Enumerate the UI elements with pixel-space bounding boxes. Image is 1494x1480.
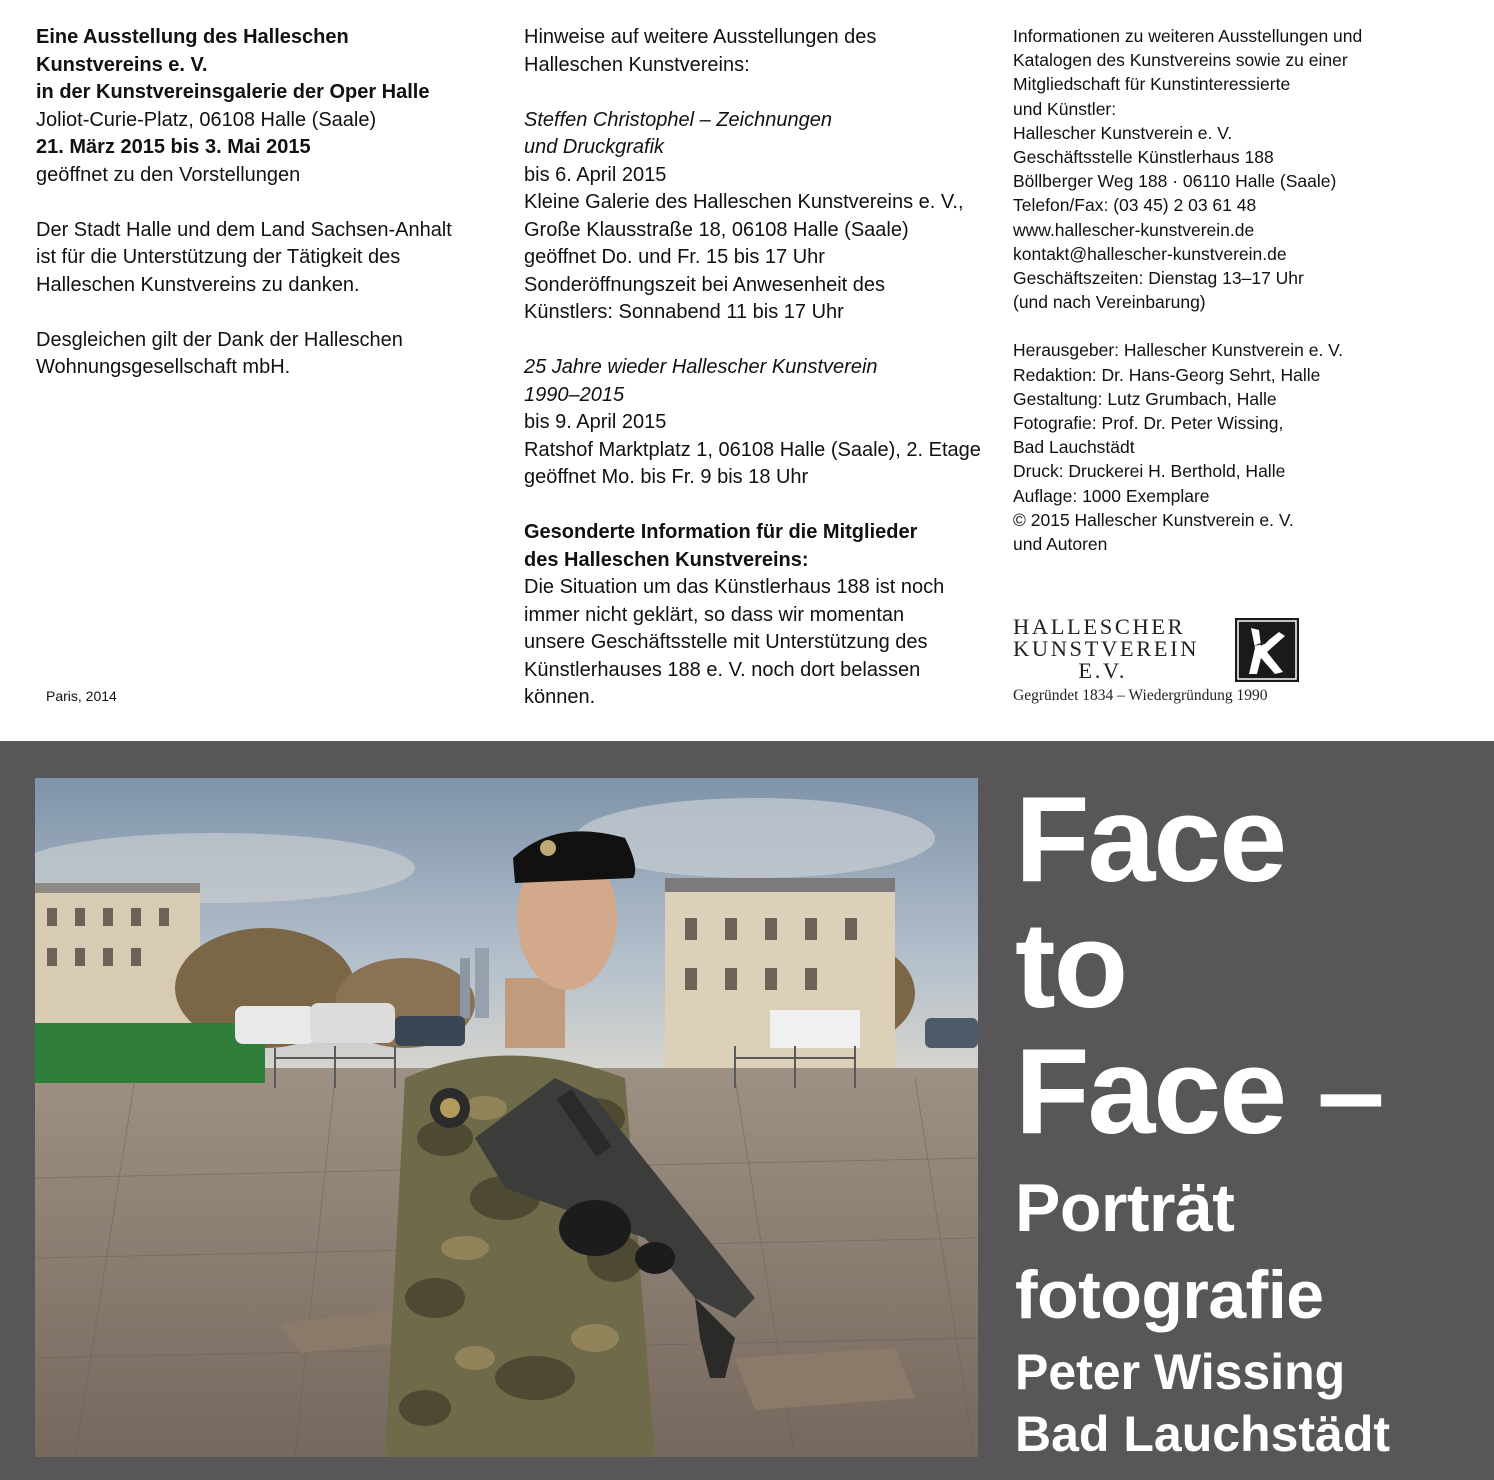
imprint-line: Druck: Druckerei H. Berthold, Halle <box>1013 461 1286 482</box>
exhibition-heading-line: Kunstvereins e. V. <box>36 53 208 76</box>
contact-line: Geschäftsstelle Künstlerhaus 188 <box>1013 147 1274 168</box>
intro-line: Halleschen Kunstvereins: <box>524 53 750 76</box>
imprint-line: und Autoren <box>1013 534 1108 555</box>
exhibition-detail: Große Klausstraße 18, 06108 Halle (Saale) <box>524 218 909 241</box>
imprint-line: Herausgeber: Hallescher Kunstverein e. V. <box>1013 340 1344 361</box>
artist-name: Peter Wissing <box>1015 1344 1346 1400</box>
title-line: to <box>1015 897 1127 1033</box>
members-detail: Künstlerhauses 188 e. V. noch dort belassen <box>524 658 921 681</box>
contact-line: Hallescher Kunstverein e. V. <box>1013 122 1233 143</box>
exhibition-address: Joliot-Curie-Platz, 06108 Halle (Saale) <box>36 108 377 131</box>
exhibition-heading-line: in der Kunstvereinsgalerie der Oper Halle <box>36 81 430 103</box>
title-line: fotografie <box>1015 1257 1324 1333</box>
exhibition-detail: bis 6. April 2015 <box>524 163 667 186</box>
members-detail: können. <box>524 686 596 708</box>
contact-line: Katalogen des Kunstvereins sowie zu einer <box>1013 50 1348 71</box>
contact-line: Böllberger Weg 188 · 06110 Halle (Saale) <box>1013 171 1337 192</box>
contact-line: (und nach Vereinbarung) <box>1013 292 1206 313</box>
members-heading: Gesonderte Information für die Mitglieder <box>524 521 918 543</box>
logo-line: E.V. <box>1078 658 1128 683</box>
exhibition-detail: geöffnet Do. und Fr. 15 bis 17 Uhr <box>524 246 825 268</box>
members-detail: immer nicht geklärt, so dass wir momentan <box>524 603 905 626</box>
imprint-line: Auflage: 1000 Exemplare <box>1013 485 1210 506</box>
contact-email[interactable]: kontakt@hallescher-kunstverein.de <box>1013 243 1287 264</box>
contact-line: Informationen zu weiteren Ausstellungen und <box>1013 26 1363 46</box>
exhibition-title: Steffen Christophel – Zeichnungen <box>524 108 832 131</box>
contact-imprint-column <box>1013 24 1453 556</box>
exhibition-detail: Ratshof Marktplatz 1, 06108 Halle (Saale), 2. Etage <box>524 438 981 461</box>
intro-line: Hinweise auf weitere Ausstellungen des <box>524 26 877 48</box>
exhibition-opening: geöffnet zu den Vorstellungen <box>36 163 301 186</box>
logo-founded: Gegründet 1834 – Wiedergründung 1990 <box>1013 687 1268 704</box>
exhibition-heading-line: Eine Ausstellung des Halleschen <box>36 26 349 48</box>
logo-wordmark <box>1013 616 1199 682</box>
title-line: Face – <box>1015 1023 1383 1159</box>
thanks-line: Wohnungsgesellschaft mbH. <box>36 356 291 378</box>
contact-line: Geschäftszeiten: Dienstag 13–17 Uhr <box>1013 268 1304 289</box>
exhibition-title: 25 Jahre wieder Hallescher Kunstverein <box>524 356 878 378</box>
title-line: Porträt <box>1015 1170 1235 1246</box>
exhibition-detail: Künstlers: Sonnabend 11 bis 17 Uhr <box>524 301 844 323</box>
further-exhibitions-column <box>524 24 994 712</box>
imprint-line: Gestaltung: Lutz Grumbach, Halle <box>1013 388 1277 409</box>
thanks-line: Halleschen Kunstvereins zu danken. <box>36 273 360 296</box>
contact-line: Mitgliedschaft für Kunstinteressierte <box>1013 74 1291 95</box>
logo-line: KUNSTVEREIN <box>1013 636 1200 661</box>
thanks-line: ist für die Unterstützung der Tätigkeit des <box>36 246 401 268</box>
exhibition-info-column <box>36 24 496 382</box>
members-detail: unsere Geschäftsstelle mit Unterstützung des <box>524 631 928 653</box>
imprint-line: Redaktion: Dr. Hans-Georg Sehrt, Halle <box>1013 364 1321 385</box>
artist-location: Bad Lauchstädt <box>1015 1406 1391 1462</box>
photo-caption: Paris, 2014 <box>46 688 117 704</box>
imprint-line: Fotografie: Prof. Dr. Peter Wissing, <box>1013 413 1284 434</box>
exhibition-detail: bis 9. April 2015 <box>524 411 667 433</box>
imprint-line: © 2015 Hallescher Kunstverein e. V. <box>1013 509 1294 530</box>
exhibition-dates: 21. März 2015 bis 3. Mai 2015 <box>36 136 311 158</box>
thanks-line: Der Stadt Halle und dem Land Sachsen-Anhalt <box>36 218 452 241</box>
imprint-line: Bad Lauchstädt <box>1013 437 1135 458</box>
exhibition-detail: Sonderöffnungszeit bei Anwesenheit des <box>524 273 886 296</box>
figure-logo-icon <box>1235 618 1299 682</box>
exhibition-title: 1990–2015 <box>524 383 625 406</box>
contact-phone: Telefon/Fax: (03 45) 2 03 61 48 <box>1013 195 1257 216</box>
members-heading: des Halleschen Kunstvereins: <box>524 548 809 571</box>
title-line: Face <box>1015 771 1286 907</box>
thanks-line: Desgleichen gilt der Dank der Halleschen <box>36 328 403 351</box>
contact-website[interactable]: www.hallescher-kunstverein.de <box>1013 219 1255 240</box>
soldier-photo <box>35 778 978 1457</box>
members-detail: Die Situation um das Künstlerhaus 188 ist noch <box>524 576 945 598</box>
contact-line: und Künstler: <box>1013 98 1117 119</box>
exhibition-title: und Druckgrafik <box>524 136 665 158</box>
exhibition-detail: Kleine Galerie des Halleschen Kunstvereins e. V., <box>524 191 964 213</box>
logo-line: HALLESCHER <box>1013 614 1186 639</box>
exhibition-detail: geöffnet Mo. bis Fr. 9 bis 18 Uhr <box>524 466 809 488</box>
